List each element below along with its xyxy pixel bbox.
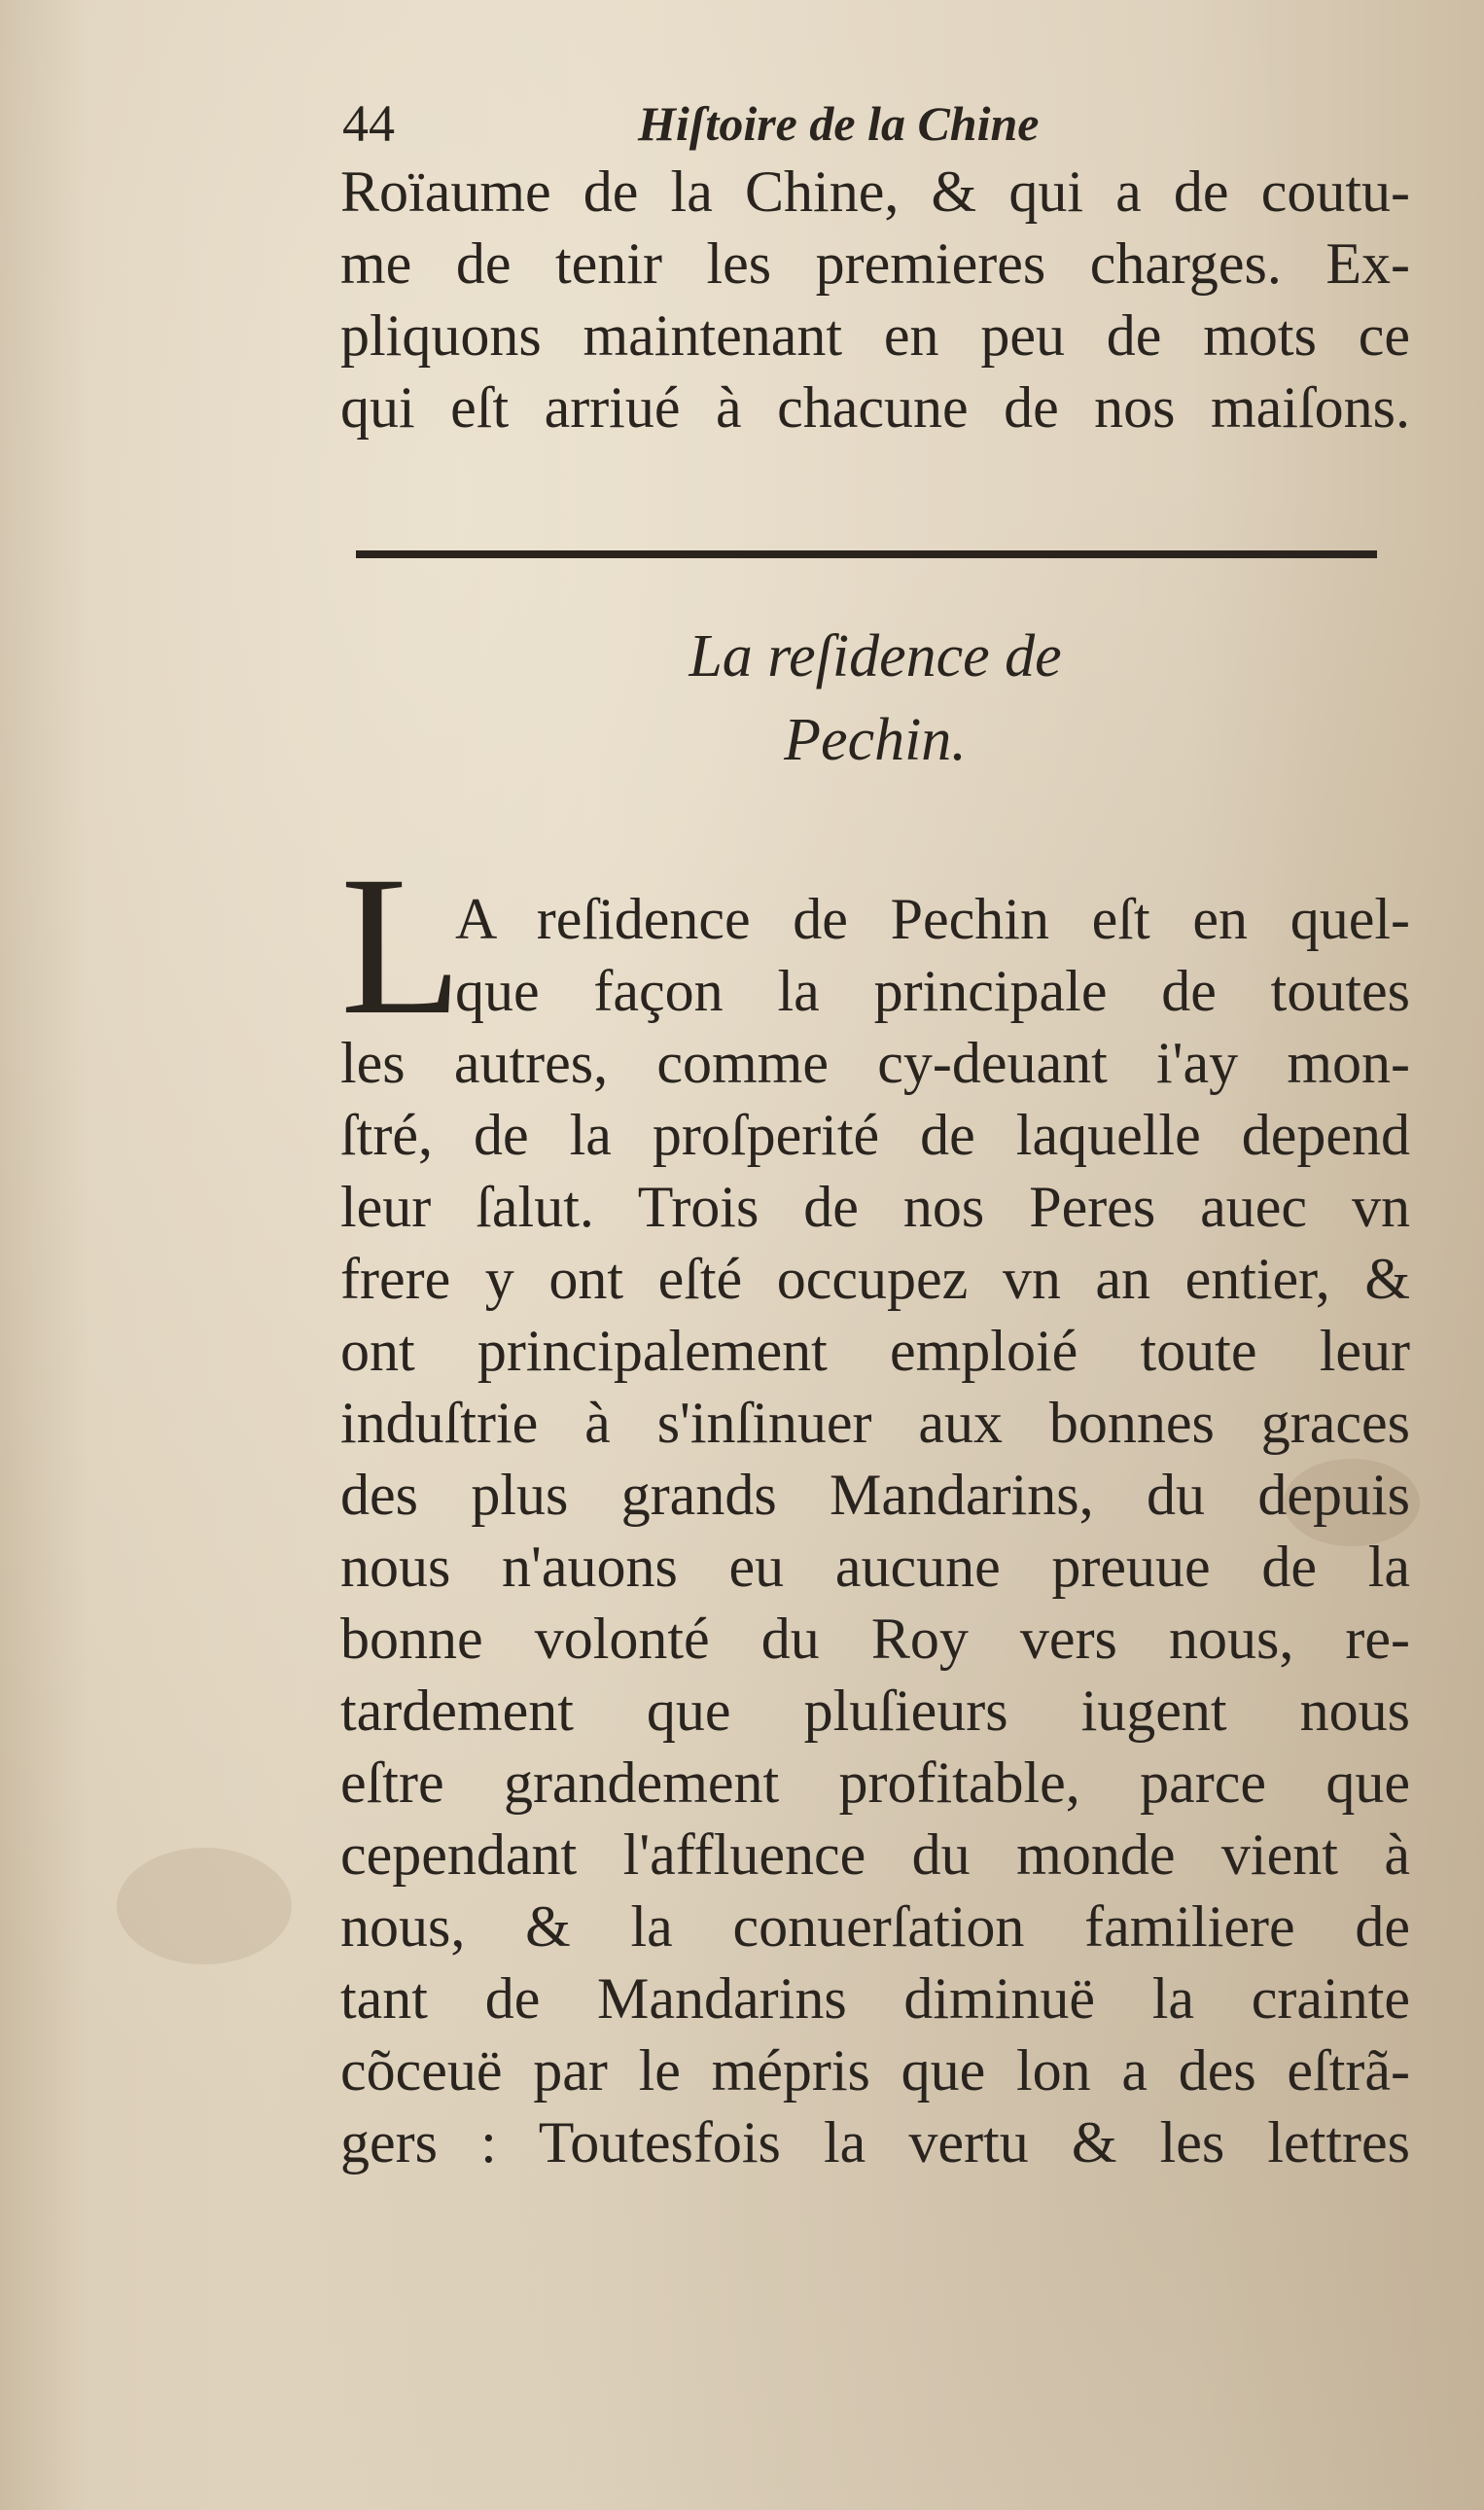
paragraph-line: frere y ont eſté occupez vn an entier, & — [340, 1247, 1410, 1311]
paragraph-line: ont principalement emploié toute leur — [340, 1319, 1410, 1383]
running-title: Hiſtoire de la Chine — [638, 96, 1040, 151]
section-title-line-1: La reſidence de — [689, 623, 1062, 689]
continued-text — [340, 156, 1410, 443]
paragraph-line: cõceuë par le mépris que lon a des eſtrã- — [340, 2038, 1410, 2103]
paragraph-line: ſtré, de la proſperité de laquelle depend — [340, 1103, 1410, 1167]
paragraph-line: nous, & la conuerſation familiere de — [340, 1894, 1410, 1959]
section-divider — [356, 550, 1377, 558]
text-line: pliquons maintenant en peu de mots ce — [340, 303, 1410, 368]
paragraph-line: tardement que pluſieurs iugent nous — [340, 1679, 1410, 1743]
paragraph-line: cependant l'affluence du monde vient à — [340, 1822, 1410, 1887]
section-title — [340, 615, 1410, 782]
text-line: qui eſt arriué à chacune de nos maiſons. — [340, 375, 1410, 440]
paragraph-line: tant de Mandarins diminuë la crainte — [340, 1966, 1410, 2031]
paragraph-line: induſtrie à s'inſinuer aux bonnes graces — [340, 1391, 1410, 1455]
paragraph-line: bonne volonté du Roy vers nous, re- — [340, 1607, 1410, 1671]
section-paragraph — [340, 883, 1410, 2178]
text-line: me de tenir les premieres charges. Ex- — [340, 231, 1410, 296]
page-header — [342, 89, 1412, 158]
section-title-line-2: Pechin. — [784, 707, 967, 773]
paper-stain — [117, 1848, 292, 1964]
drop-cap: L — [340, 835, 463, 1056]
paragraph-line: leur ſalut. Trois de nos Peres auec vn — [340, 1175, 1410, 1239]
text-line: Roïaume de la Chine, & qui a de coutu- — [340, 159, 1410, 224]
paragraph-line: des plus grands Mandarins, du depuis — [340, 1463, 1410, 1527]
page-number: 44 — [342, 94, 395, 153]
paragraph-line: eſtre grandement profitable, parce que — [340, 1750, 1410, 1815]
paragraph-line: nous n'auons eu aucune preuue de la — [340, 1535, 1410, 1599]
paragraph-line: A reſidence de Pechin eſt en quel- — [455, 887, 1410, 951]
paragraph-line: les autres, comme cy-deuant i'ay mon- — [340, 1031, 1410, 1095]
paragraph-line: gers : Toutesfois la vertu & les lettres — [340, 2110, 1410, 2174]
paragraph-line: que façon la principale de toutes — [455, 959, 1410, 1023]
